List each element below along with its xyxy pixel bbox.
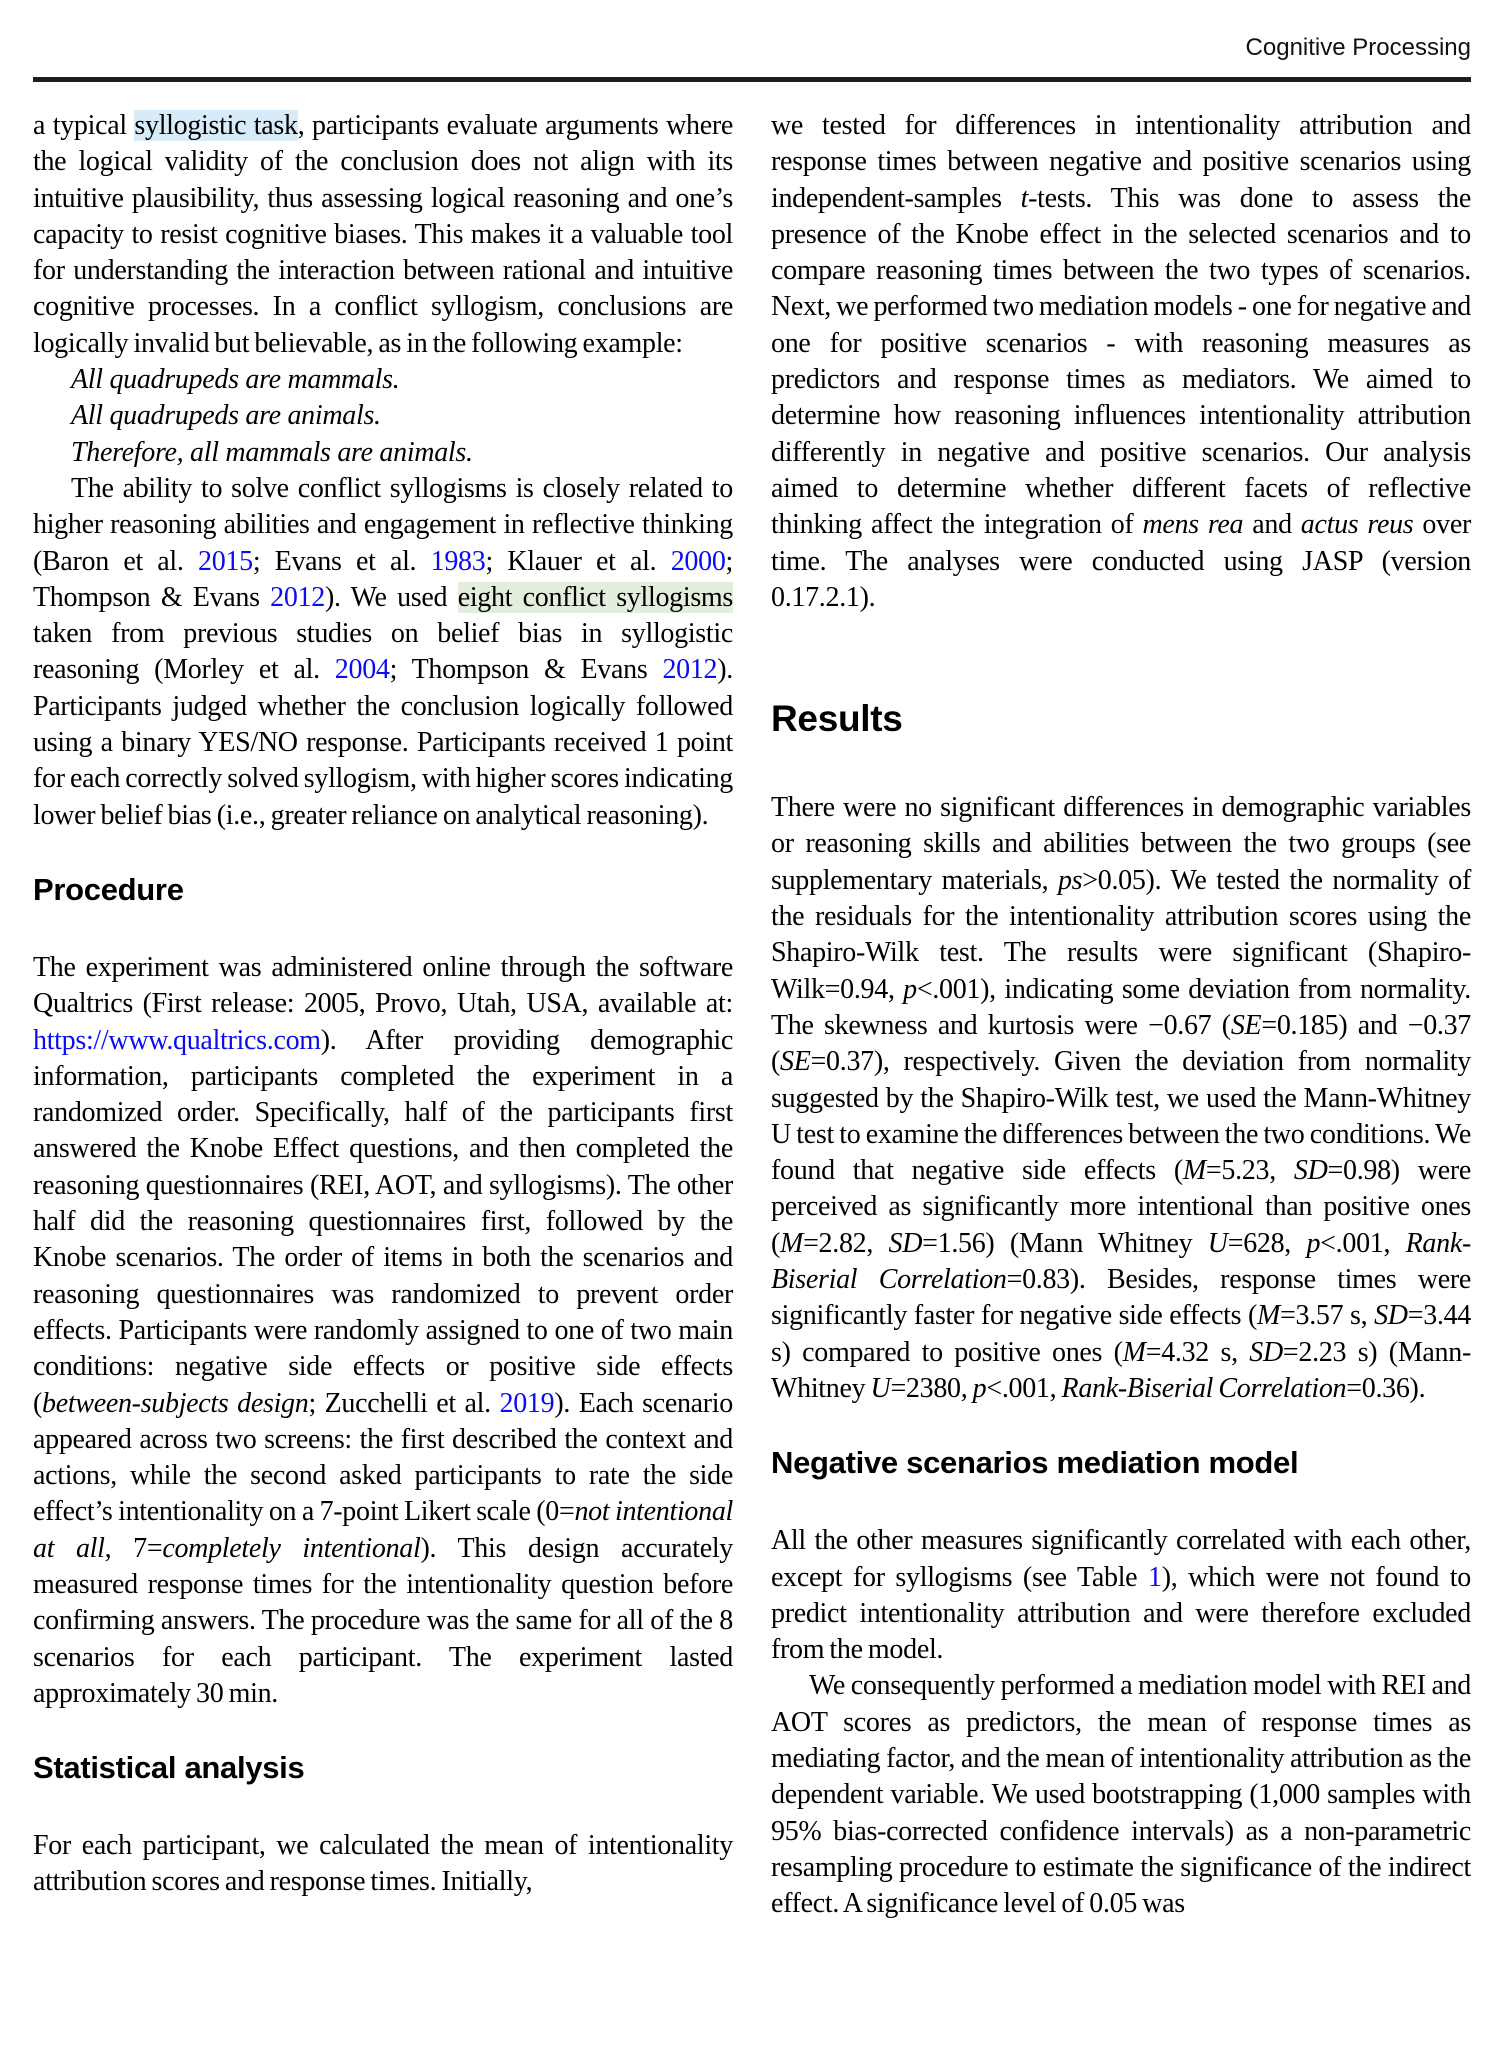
italic-text: Rank-Biserial Correlation <box>771 1227 1471 1296</box>
procedure-paragraph: The experiment was administered online through the software Qualtrics (First release: 2005, Provo, Utah, USA, available at: https://www.qualtrics.com). After providing demographic information, participants completed the experiment in a randomized order. Specifically, half of the participants first answered the Knobe Effect questions, and then completed the reasoning questionnaires (REI, AOT, and syllogisms). The other half did the reasoning questionnaires first, followed by the Knobe scenarios. The order of items in both the scenarios and reasoning questionnaires was randomized to prevent order effects. Participants were randomly assigned to one of two main conditions: negative side effects or positive side effects (between-subjects design; Zucchelli et al. 2019). Each scenario appeared across two screens: the first described the context and actions, while the second asked participants to rate the side effect’s intentionality on a 7-point Likert scale (0=not intentional at all, 7=completely intentional). This design accurately measured response times for the intentionality question before confirming answers. The procedure was the same for all of the 8 scenarios for each participant. The experiment lasted approximately 30 min. <box>33 951 734 1709</box>
italic-text: U <box>1207 1227 1228 1259</box>
italic-text: between-subjects design <box>42 1387 309 1419</box>
procedure-heading: Procedure <box>33 871 184 907</box>
italic-text: U <box>870 1372 891 1404</box>
italic-text: SD <box>1249 1336 1283 1368</box>
right-column <box>771 108 1471 1922</box>
citation-link[interactable]: 1983 <box>430 545 486 577</box>
italic-text: completely intentional <box>162 1532 421 1564</box>
table-link[interactable]: 1 <box>1148 1561 1162 1593</box>
italic-text: t <box>1020 182 1029 214</box>
left-column <box>33 108 733 1922</box>
italic-text: SE <box>1230 1009 1262 1041</box>
citation-link[interactable]: 2004 <box>334 654 390 686</box>
italic-text: SE <box>780 1046 811 1078</box>
negative-scenarios-heading: Negative scenarios mediation model <box>771 1445 1299 1481</box>
syllogism-example <box>33 362 733 471</box>
italic-text: SD <box>1374 1300 1408 1332</box>
url-link[interactable]: https://www.qualtrics.com <box>33 1024 321 1056</box>
mediation-paragraph-1: All the other measures significantly correlated with each other, except for syllogisms (see Table 1), which were not found to predict intentionality attribution and were therefore excluded from the model. <box>771 1525 1471 1666</box>
analysis-continuation-paragraph: we tested for differences in intentionality attribution and response times between negative and positive scenarios using independent-samples t-tests. This was done to assess the presence of the Knobe effect in the selected scenarios and to compare reasoning times between the two types of scenarios. Next, we performed two mediation models - one for negative and one for positive scenarios - with reasoning measures as predictors and response times as mediators. We aimed to determine how reasoning influences intentionality attribution differently in negative and positive scenarios. Our analysis aimed to determine whether different facets of reflective thinking affect the integration of mens rea and actus reus over time. The analyses were conducted using JASP (version 0.17.2.1). <box>771 110 1471 613</box>
italic-text: ps <box>1057 864 1083 896</box>
italic-text: not intentional at all <box>33 1496 734 1564</box>
citation-link[interactable]: 2019 <box>499 1387 555 1419</box>
italic-text: M <box>780 1227 804 1259</box>
italic-text: SD <box>888 1227 923 1259</box>
mediation-paragraph-2: We consequently performed a mediation model with REI and AOT scores as predictors, the mean of response times as mediating factor, and the mean of intentionality attribution as the dependent variable. We used bootstrapping (1,000 samples with 95% bias-corrected confidence intervals) as a non-parametric resampling procedure to estimate the significance of the indirect effect. A significance level of 0.05 was <box>771 1670 1471 1920</box>
intro-paragraph: a typical syllogistic task, participants evaluate arguments where the logical validity of the conclusion does not align with its intuitive plausibility, thus assessing logical reasoning and one’s capacity to resist cognitive biases. This makes it a valuable tool for understanding the interaction between rational and intuitive cognitive processes. In a conflict syllogism, conclusions are logically invalid but believable, as in the following example: <box>33 110 733 359</box>
statistical-analysis-heading: Statistical analysis <box>33 1750 305 1786</box>
italic-text: mens rea <box>1142 509 1244 541</box>
citation-link[interactable]: 2012 <box>662 654 718 686</box>
statistical-analysis-paragraph: For each participant, we calculated the mean of intentionality attribution scores and response times. Initially, <box>33 1830 733 1898</box>
syllogisms-paragraph: The ability to solve conflict syllogisms is closely related to higher reasoning abilities and engagement in reflective thinking (Baron et al. 2015; Evans et al. 1983; Klauer et al. 2000; Thompson & Evans 2012). We used eight conflict syllogisms taken from previous studies on belief bias in syllogistic reasoning (Morley et al. 2004; Thompson & Evans 2012). Participants judged whether the conclusion logically followed using a binary YES/NO response. Participants received 1 point for each correctly solved syllogism, with higher scores indicating lower belief bias (i.e., greater reliance on analytical reasoning). <box>33 472 734 831</box>
syllogism-line: Therefore, all mammals are animals. <box>71 436 473 468</box>
italic-text: p <box>1306 1227 1321 1259</box>
italic-text: p <box>972 1372 987 1404</box>
italic-text: p <box>903 973 917 1005</box>
citation-link[interactable]: 2000 <box>670 545 726 577</box>
results-paragraph: There were no significant differences in demographic variables or reasoning skills and abilities between the two groups (see supplementary materials, ps>0.05). We tested the normality of the residuals for the intentionality attribution scores using the Shapiro-Wilk test. The results were significant (Shapiro-Wilk=0.94, p<.001), indicating some deviation from normality. The skewness and kurtosis were −0.67 (SE=0.185) and −0.37 (SE=0.37), respectively. Given the deviation from normality suggested by the Shapiro-Wilk test, we used the Mann-Whitney U test to examine the differences between the two conditions. We found that negative side effects (M=5.23, SD=0.98) were perceived as significantly more intentional than positive ones (M=2.82, SD=1.56) (Mann Whitney U=628, p<.001, Rank-Biserial Correlation=0.83). Besides, response times were significantly faster for negative side effects (M=3.57 s, SD=3.44 s) compared to positive ones (M=4.32 s, SD=2.23 s) (Mann-Whitney U=2380, p<.001, Rank-Biserial Correlation=0.36). <box>771 792 1471 1404</box>
italic-text: M <box>1182 1155 1206 1187</box>
italic-text: actus reus <box>1300 509 1414 541</box>
italic-text: M <box>1122 1336 1146 1368</box>
italic-text: M <box>1256 1300 1281 1332</box>
italic-text: Rank-Biserial Correlation <box>1061 1372 1347 1404</box>
header-rule <box>33 77 1471 82</box>
citation-link[interactable]: 2015 <box>198 545 253 577</box>
two-column-body <box>33 108 1471 1922</box>
citation-link[interactable]: 2012 <box>270 581 325 613</box>
italic-text: SD <box>1293 1155 1328 1187</box>
journal-name: Cognitive Processing <box>1245 34 1471 61</box>
syllogism-line: All quadrupeds are animals. <box>71 400 381 432</box>
green-highlight: eight conflict syllogisms <box>457 581 734 613</box>
blue-highlight: syllogistic task <box>134 110 298 141</box>
results-heading: Results <box>771 698 903 740</box>
syllogism-line: All quadrupeds are mammals. <box>71 364 400 396</box>
